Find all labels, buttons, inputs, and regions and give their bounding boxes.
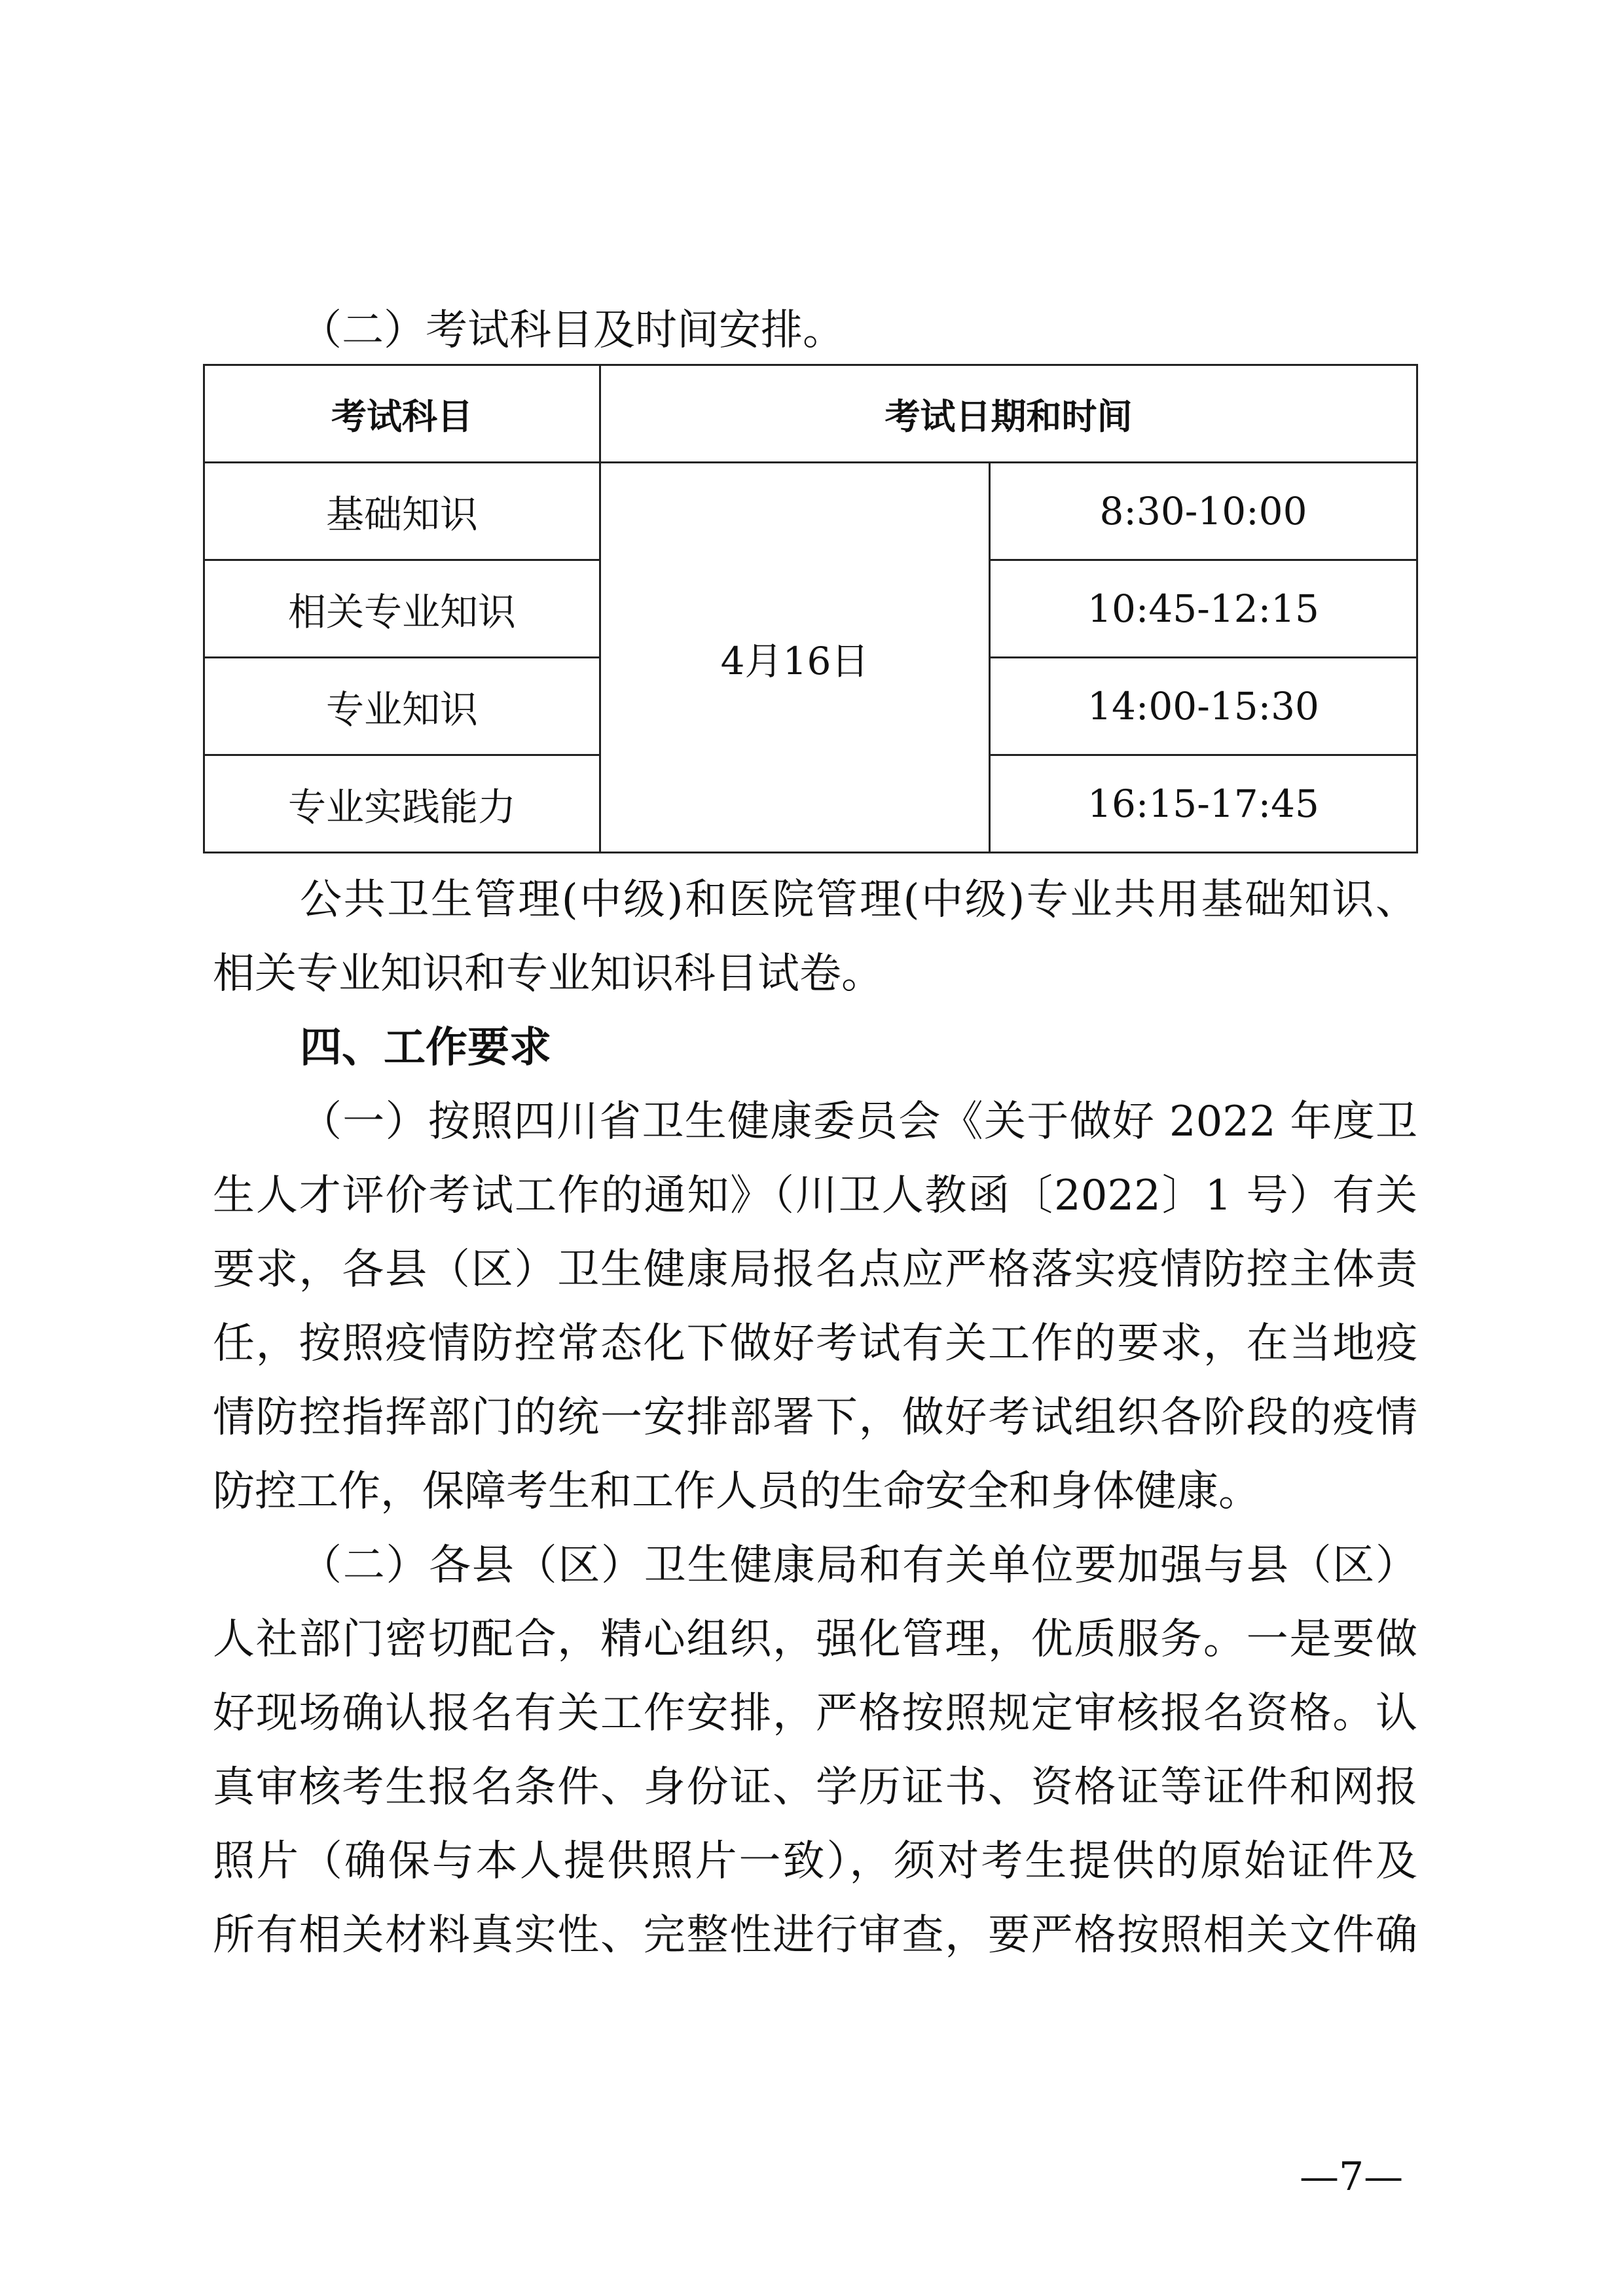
table-row (204, 463, 1417, 560)
subject-cell: 专业实践能力 (204, 755, 600, 853)
paragraph-line: 生人才评价考试工作的通知》（川卫人教函〔2022〕1 号）有关 (213, 1172, 1417, 1220)
header-datetime: 考试日期和时间 (600, 365, 1417, 463)
note-line: 相关专业知识和专业知识科目试卷。 (213, 950, 883, 998)
page-number: —7— (1300, 2154, 1404, 2200)
paragraph-line: （一）按照四川省卫生健康委员会《关于做好 2022 年度卫 (300, 1098, 1417, 1146)
section-heading: 四、工作要求 (300, 1024, 551, 1072)
time-cell: 10:45-12:15 (990, 560, 1417, 658)
exam-schedule-table (203, 364, 1418, 853)
paragraph-line: 情防控指挥部门的统一安排部署下，做好考试组织各阶段的疫情 (213, 1393, 1417, 1442)
paragraph-line: 要求，各县（区）卫生健康局报名点应严格落实疫情防控主体责 (213, 1246, 1417, 1294)
subject-cell: 相关专业知识 (204, 560, 600, 658)
note-line: 公共卫生管理(中级)和医院管理(中级)专业共用基础知识、 (300, 876, 1417, 924)
section-schedule-title: （二）考试科目及时间安排。 (300, 306, 845, 355)
paragraph-line: 所有相关材料真实性、完整性进行审查，要严格按照相关文件确 (213, 1911, 1417, 1960)
header-subject: 考试科目 (204, 365, 600, 463)
time-cell: 14:00-15:30 (990, 658, 1417, 755)
paragraph-line: 好现场确认报名有关工作安排，严格按照规定审核报名资格。认 (213, 1689, 1417, 1738)
subject-cell: 基础知识 (204, 463, 600, 560)
paragraph-line: 防控工作，保障考生和工作人员的生命安全和身体健康。 (213, 1467, 1260, 1516)
subject-cell: 专业知识 (204, 658, 600, 755)
paragraph-line: 人社部门密切配合，精心组织，强化管理，优质服务。一是要做 (213, 1615, 1417, 1664)
paragraph-line: 照片（确保与本人提供照片一致），须对考生提供的原始证件及 (213, 1837, 1417, 1886)
time-cell: 16:15-17:45 (990, 755, 1417, 853)
paragraph-line: 真审核考生报名条件、身份证、学历证书、资格证等证件和网报 (213, 1763, 1417, 1812)
paragraph-line: （二）各县（区）卫生健康局和有关单位要加强与县（区） (300, 1541, 1417, 1590)
exam-date-cell: 4月16日 (600, 463, 990, 853)
table-header-row (204, 365, 1417, 463)
time-cell: 8:30-10:00 (990, 463, 1417, 560)
paragraph-line: 任，按照疫情防控常态化下做好考试有关工作的要求，在当地疫 (213, 1319, 1417, 1368)
